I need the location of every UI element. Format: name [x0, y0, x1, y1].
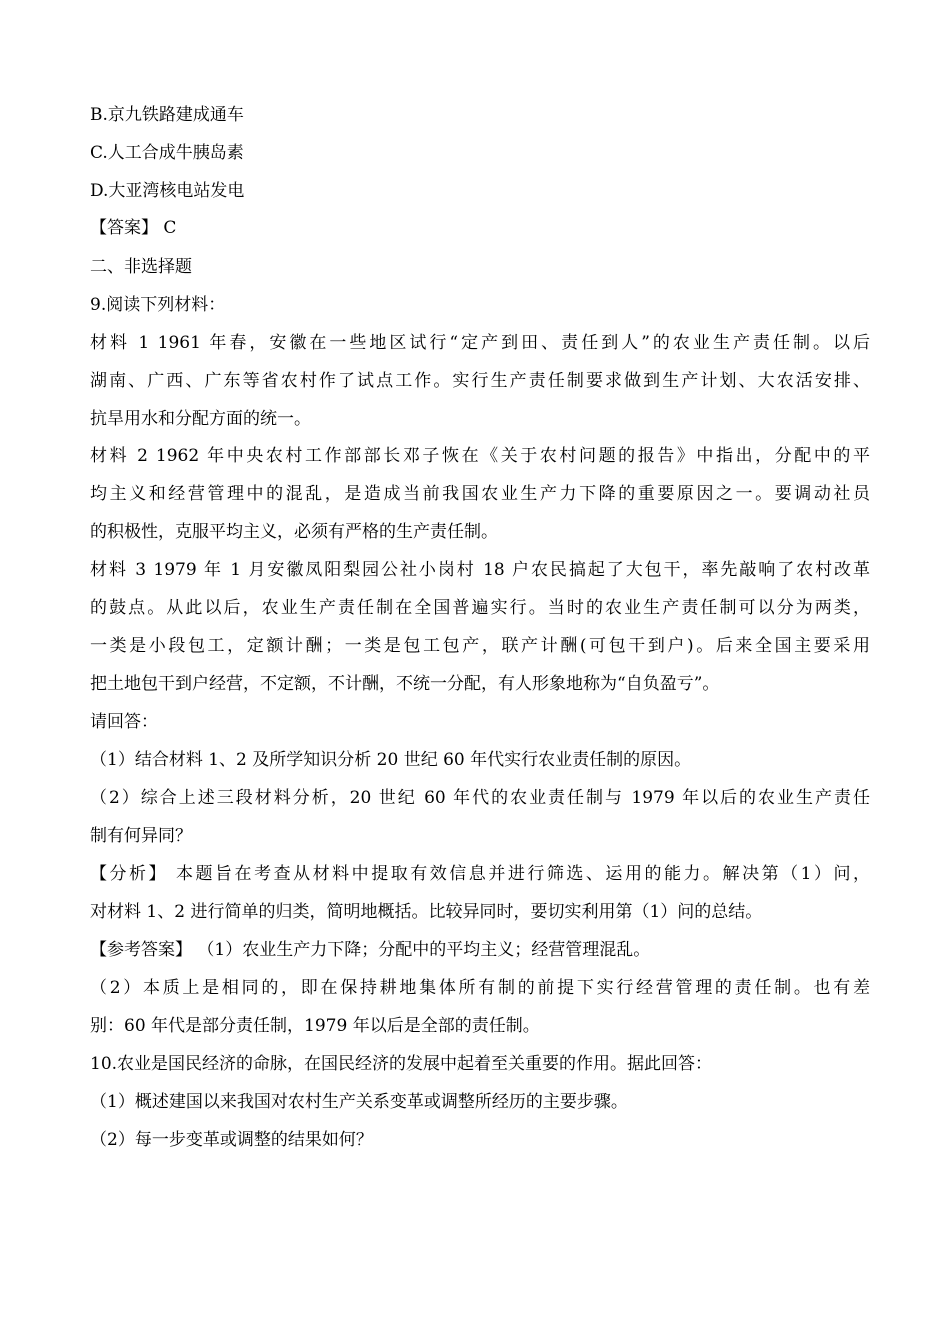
- analysis-line-1: 【分析】 本题旨在考查从材料中提取有效信息并进行筛选、运用的能力。解决第（1）问，: [90, 864, 870, 884]
- question-9-title: 9.阅读下列材料：: [90, 295, 226, 315]
- material-3-line-2: 的鼓点。从此以后，农业生产责任制在全国普遍实行。当时的农业生产责任制可以分为两类，: [90, 598, 870, 618]
- option-b: B.京九铁路建成通车: [90, 105, 244, 125]
- material-2-line-2: 均主义和经营管理中的混乱，是造成当前我国农业生产力下降的重要原因之一。要调动社员: [90, 484, 870, 504]
- please-answer: 请回答：: [90, 712, 158, 732]
- material-1-line-3: 抗旱用水和分配方面的统一。: [90, 409, 311, 429]
- material-1-line-2: 湖南、广西、广东等省农村作了试点工作。实行生产责任制要求做到生产计划、大农活安排、: [90, 371, 870, 391]
- reference-answer-line-1: 【参考答案】 （1）农业生产力下降；分配中的平均主义；经营管理混乱。: [90, 940, 651, 960]
- analysis-line-2: 对材料 1、2 进行简单的归类，简明地概括。比较异同时，要切实利用第（1）问的总结。: [90, 902, 763, 922]
- question-10-part-1: （1）概述建国以来我国对农村生产关系变革或调整所经历的主要步骤。: [90, 1092, 628, 1112]
- material-3-line-1: 材料 3 1979 年 1 月安徽凤阳梨园公社小岗村 18 户农民搞起了大包干，率先敲响了农村改革: [90, 560, 870, 580]
- option-c: C.人工合成牛胰岛素: [90, 143, 244, 163]
- reference-answer-line-2: （2）本质上是相同的，即在保持耕地集体所有制的前提下实行经营管理的责任制。也有差: [90, 978, 870, 998]
- answer-line: 【答案】 C: [90, 218, 177, 238]
- question-9-part-2-line-1: （2）综合上述三段材料分析，20 世纪 60 年代的农业责任制与 1979 年以后的农业生产责任: [90, 788, 870, 808]
- reference-answer-line-3: 别：60 年代是部分责任制，1979 年以后是全部的责任制。: [90, 1016, 540, 1036]
- question-9-part-2-line-2: 制有何异同？: [90, 826, 192, 846]
- material-2-line-1: 材料 2 1962 年中央农村工作部部长邓子恢在《关于农村问题的报告》中指出，分配中的平: [90, 446, 870, 466]
- option-d: D.大亚湾核电站发电: [90, 181, 245, 201]
- material-3-line-4: 把土地包干到户经营，不定额，不计酬，不统一分配，有人形象地称为“自负盈亏”。: [90, 674, 720, 694]
- material-3-line-3: 一类是小段包工，定额计酬；一类是包工包产，联产计酬(可包干到户)。后来全国主要采用: [90, 636, 870, 656]
- question-10-part-2: （2）每一步变革或调整的结果如何？: [90, 1130, 373, 1150]
- question-10-title: 10.农业是国民经济的命脉，在国民经济的发展中起着至关重要的作用。据此回答：: [90, 1054, 713, 1074]
- section-heading: 二、非选择题: [90, 257, 192, 277]
- material-2-line-3: 的积极性，克服平均主义，必须有严格的生产责任制。: [90, 522, 498, 542]
- question-9-part-1: （1）结合材料 1、2 及所学知识分析 20 世纪 60 年代实行农业责任制的原因。: [90, 750, 692, 770]
- material-1-line-1: 材料 1 1961 年春，安徽在一些地区试行“定产到田、责任到人”的农业生产责任制。以后: [90, 333, 870, 353]
